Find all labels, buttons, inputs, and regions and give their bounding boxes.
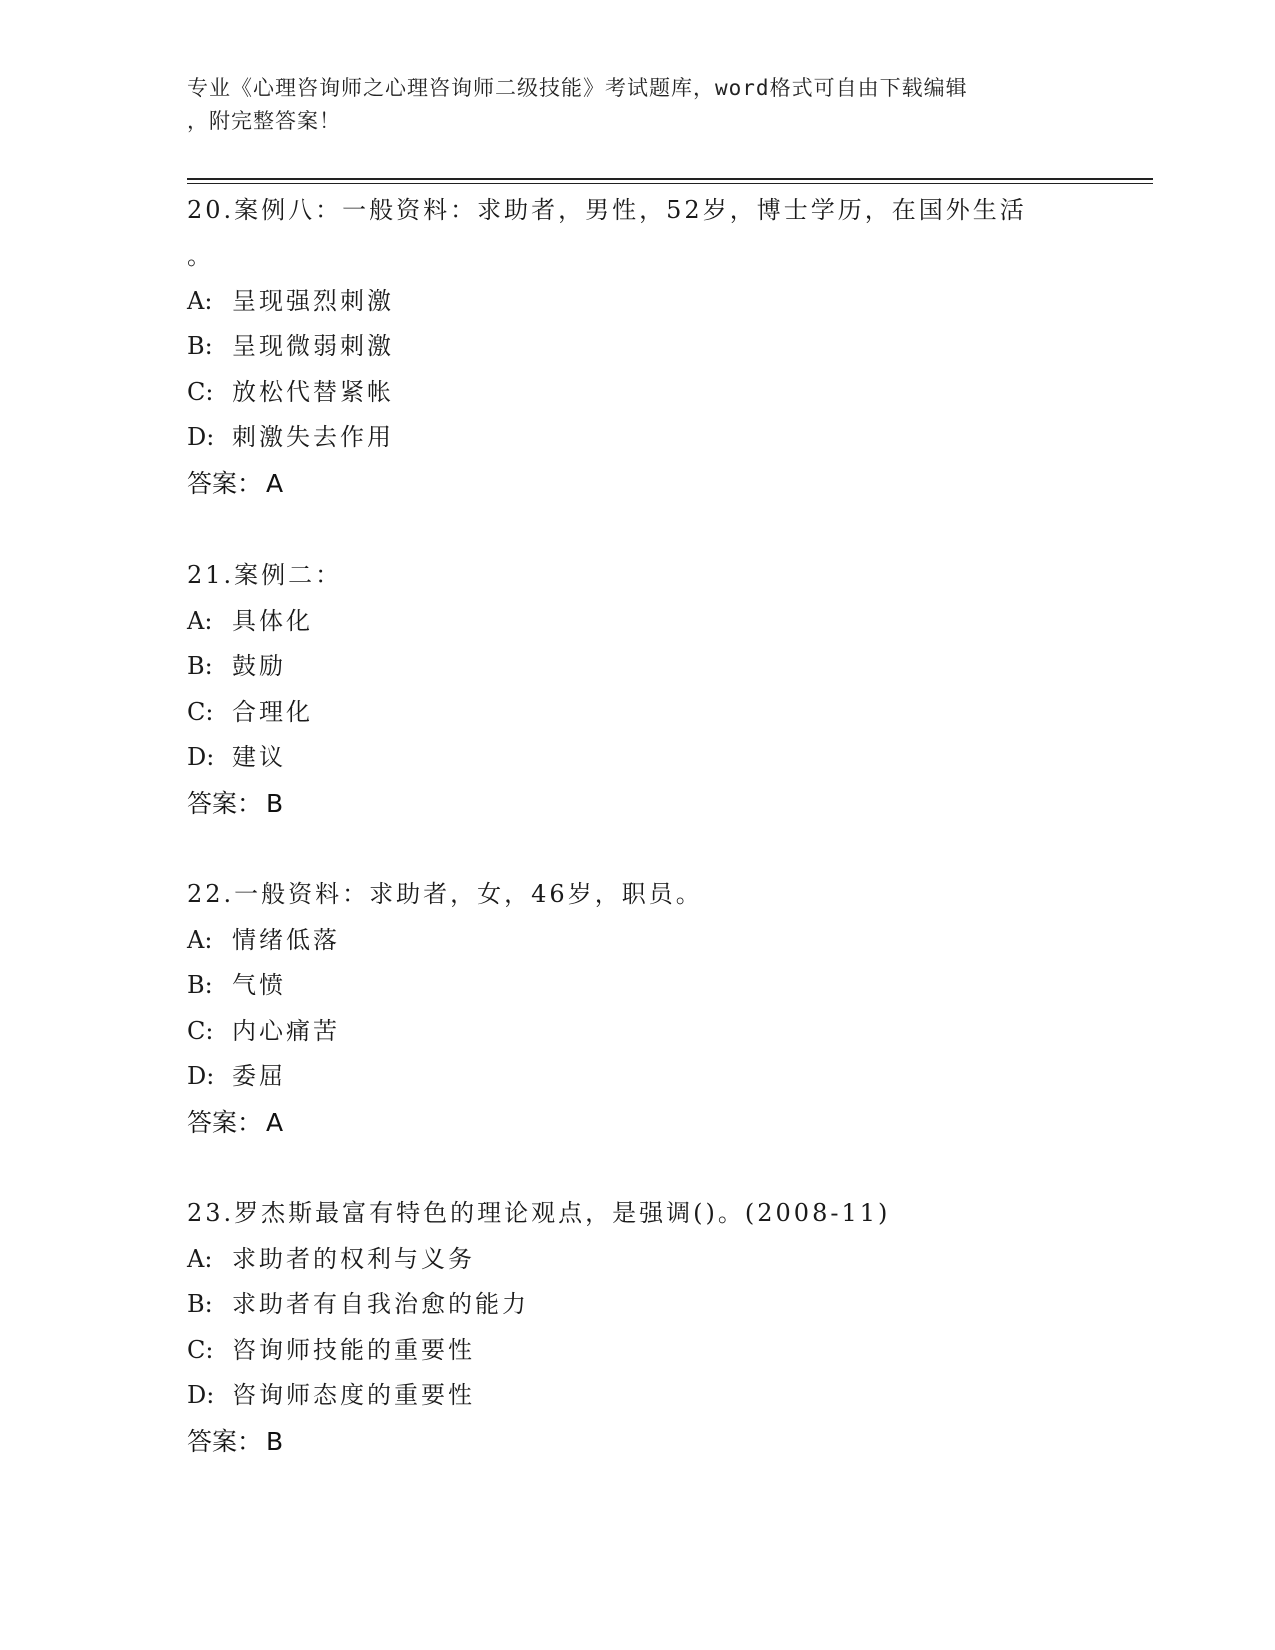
- option-letter: D:: [187, 423, 215, 451]
- option-letter: A:: [187, 606, 213, 635]
- option-c: [187, 370, 1087, 416]
- answer-line: [187, 461, 1087, 507]
- option-b: [187, 963, 1087, 1009]
- answer-label: 答案：: [187, 1426, 263, 1456]
- document-header: [187, 72, 1087, 138]
- answer-value: B: [266, 788, 284, 818]
- option-letter: B:: [187, 971, 213, 999]
- question-21: [187, 553, 1087, 826]
- answer-value: B: [266, 1426, 284, 1456]
- option-d: [187, 1373, 1087, 1419]
- option-text: 求助者有自我治愈的能力: [232, 1290, 529, 1318]
- option-d: [187, 735, 1087, 781]
- option-text: 咨询师态度的重要性: [232, 1381, 475, 1409]
- question-23: [187, 1191, 1087, 1464]
- option-text: 鼓励: [232, 652, 286, 680]
- option-letter: D:: [187, 1381, 215, 1409]
- option-b: [187, 324, 1087, 370]
- option-a: [187, 1237, 1087, 1283]
- option-text: 求助者的权利与义务: [232, 1244, 475, 1273]
- option-letter: A:: [187, 925, 213, 954]
- question-stem: 22.一般资料：求助者，女，46岁，职员。: [187, 880, 703, 908]
- option-text: 刺激失去作用: [232, 423, 394, 451]
- option-d: [187, 415, 1087, 461]
- option-letter: D:: [187, 1062, 215, 1090]
- option-text: 呈现微弱刺激: [232, 332, 394, 360]
- option-text: 具体化: [232, 606, 313, 635]
- header-divider-thin: [187, 183, 1153, 184]
- header-line-2: ，附完整答案！: [187, 109, 341, 133]
- question-stem: 21.案例二：: [187, 561, 343, 589]
- option-letter: B:: [187, 1290, 213, 1318]
- option-text: 咨询师技能的重要性: [232, 1335, 475, 1364]
- question-stem-continuation: 。: [187, 241, 214, 270]
- option-letter: C:: [187, 697, 214, 726]
- option-text: 情绪低落: [232, 925, 340, 954]
- option-c: [187, 1328, 1087, 1374]
- answer-line: [187, 781, 1087, 827]
- option-text: 放松代替紧帐: [232, 377, 394, 406]
- answer-value: A: [266, 1107, 284, 1137]
- option-text: 内心痛苦: [232, 1016, 340, 1045]
- option-a: [187, 918, 1087, 964]
- question-stem: 20.案例八：一般资料：求助者，男性，52岁，博士学历，在国外生活: [187, 196, 1027, 224]
- option-a: [187, 279, 1087, 325]
- option-letter: D:: [187, 743, 215, 771]
- option-letter: B:: [187, 332, 213, 360]
- answer-line: [187, 1419, 1087, 1465]
- answer-label: 答案：: [187, 1107, 263, 1137]
- option-c: [187, 1009, 1087, 1055]
- option-letter: A:: [187, 286, 213, 315]
- header-line-1: 专业《心理咨询师之心理咨询师二级技能》考试题库，word格式可自由下载编辑: [187, 76, 968, 100]
- header-divider-thick: [187, 178, 1153, 180]
- answer-label: 答案：: [187, 788, 263, 818]
- option-letter: C:: [187, 1335, 214, 1364]
- option-d: [187, 1054, 1087, 1100]
- option-text: 气愤: [232, 971, 286, 999]
- answer-label: 答案：: [187, 468, 263, 498]
- answer-value: A: [266, 468, 284, 498]
- answer-line: [187, 1100, 1087, 1146]
- option-letter: B:: [187, 652, 213, 680]
- option-letter: C:: [187, 1016, 214, 1045]
- option-c: [187, 690, 1087, 736]
- question-22: [187, 872, 1087, 1145]
- option-text: 建议: [232, 743, 286, 771]
- option-text: 委屈: [232, 1062, 286, 1090]
- option-text: 呈现强烈刺激: [232, 286, 394, 315]
- option-b: [187, 644, 1087, 690]
- option-letter: C:: [187, 377, 214, 406]
- question-stem: 23.罗杰斯最富有特色的理论观点，是强调()。(2008-11): [187, 1199, 891, 1227]
- option-text: 合理化: [232, 697, 313, 726]
- option-letter: A:: [187, 1244, 213, 1273]
- option-b: [187, 1282, 1087, 1328]
- option-a: [187, 599, 1087, 645]
- question-20: [187, 188, 1087, 506]
